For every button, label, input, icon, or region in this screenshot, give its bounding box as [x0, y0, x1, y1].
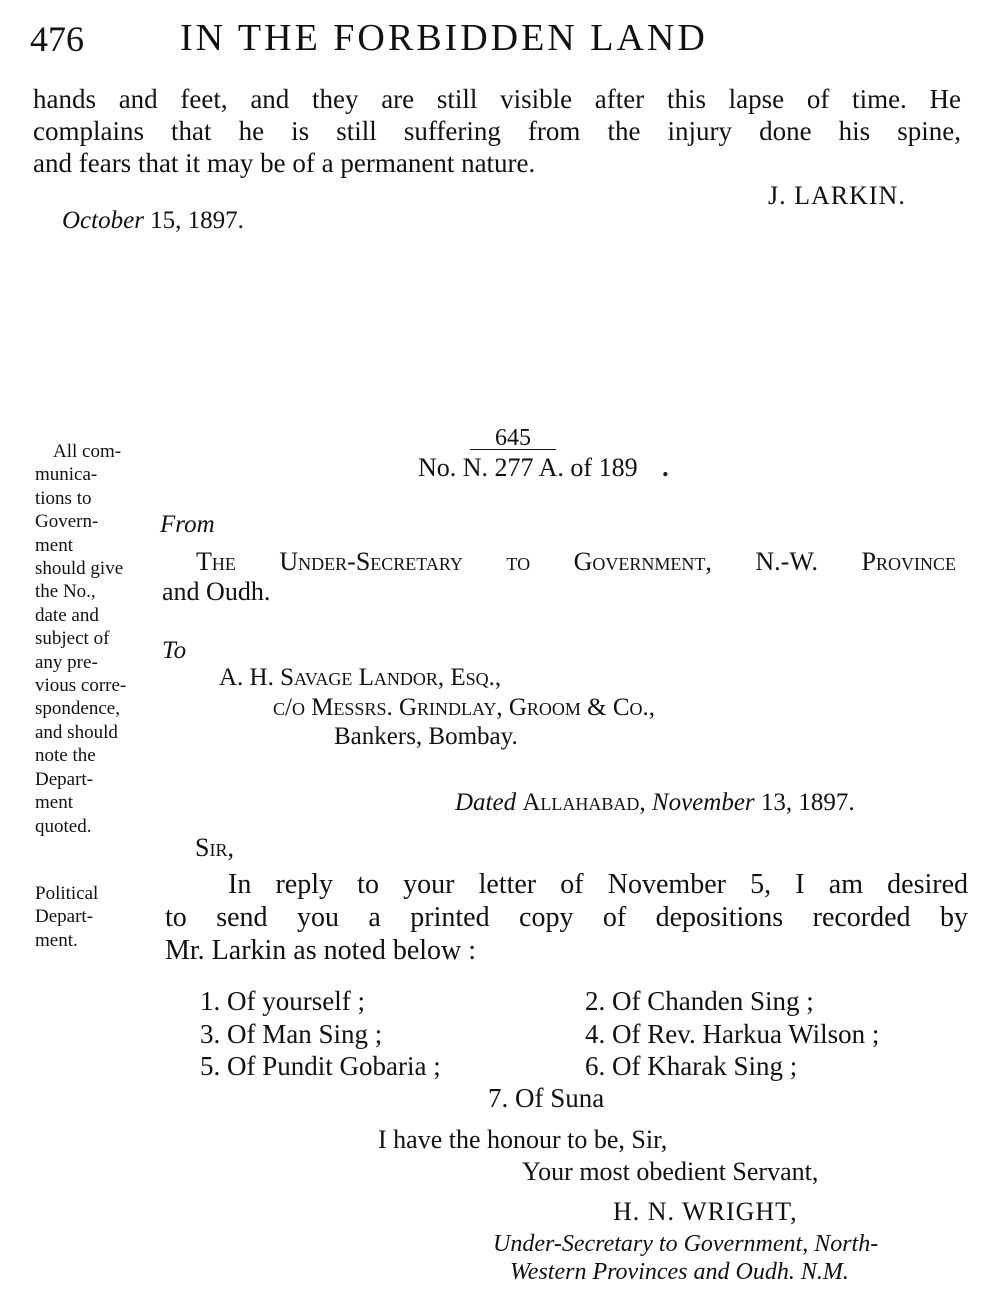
margin-note-line: All com- — [53, 441, 122, 462]
margin-note-line: ment — [35, 534, 73, 556]
letter-number-numerator: 645 — [470, 427, 556, 450]
to-line-1: A. H. Savage Landor, Esq., — [219, 664, 502, 691]
signer-title-line-2: Western Provinces and Oudh. N.M. — [510, 1259, 849, 1285]
larkin-signature: J. LARKIN. — [768, 181, 906, 210]
margin-note-line: should give — [35, 558, 124, 580]
larkin-date — [62, 207, 244, 235]
to-label: To — [162, 637, 187, 664]
letter-number — [418, 453, 669, 483]
letter-body-line-2: to send you a printed copy of depositions recorded by — [165, 902, 968, 933]
margin-note-line: tions to — [35, 487, 92, 509]
letter-number-dot: . — [662, 453, 669, 482]
margin-note-line: and should — [35, 721, 118, 743]
margin-note-line: spondence, — [35, 698, 120, 720]
dated-place: Allahabad, — [522, 789, 646, 816]
margin-note-line: note the — [35, 745, 96, 767]
to-line-3: Bankers, Bombay. — [334, 723, 518, 750]
margin-note-line: the No., — [35, 581, 96, 603]
running-title: IN THE FORBIDDEN LAND — [180, 17, 708, 59]
margin-note-line: ment. — [35, 929, 78, 951]
to-line-2: c/o Messrs. Grindlay, Groom & Co., — [273, 694, 656, 721]
margin-note-line: Depart- — [35, 906, 94, 928]
paragraph-line-2: complains that he is still suffering from the injury done his spine, — [33, 116, 961, 146]
paragraph-line-3: and fears that it may be of a permanent nature. — [33, 148, 536, 178]
deposition-item-7: 7. Of Suna — [488, 1083, 605, 1113]
dated-rest: 13, 1897. — [760, 789, 855, 816]
margin-note-line: subject of — [35, 628, 110, 650]
letter-number-suffix: A. of 189 — [538, 453, 638, 482]
margin-note-line: vious corre- — [35, 675, 127, 697]
margin-note-line: munica- — [35, 464, 98, 486]
letter-body-line-3: Mr. Larkin as noted below : — [165, 935, 477, 966]
salutation: Sir, — [195, 833, 234, 862]
margin-note-line: any pre- — [35, 651, 98, 673]
from-line-1: The Under-Secretary to Government, N.-W. Province — [196, 547, 956, 576]
dated-month: November — [651, 789, 755, 816]
closing-line-1: I have the honour to be, Sir, — [378, 1125, 668, 1154]
margin-note-line: Depart- — [35, 768, 94, 790]
margin-note-communications — [35, 440, 160, 838]
paragraph-line-1: hands and feet, and they are still visible after this lapse of time. He — [33, 84, 961, 114]
margin-note-department — [35, 882, 160, 952]
margin-note-line: ment — [35, 792, 73, 814]
dated-line — [455, 789, 855, 817]
closing-line-2: Your most obedient Servant, — [522, 1157, 819, 1186]
page-number: 476 — [30, 19, 84, 59]
from-line-2: and Oudh. — [162, 577, 271, 606]
margin-note-line: quoted. — [35, 815, 92, 837]
margin-note-line: Govern- — [35, 511, 99, 533]
date-month: October — [62, 207, 144, 234]
from-label: From — [160, 511, 215, 538]
margin-note-line: date and — [35, 604, 99, 626]
deposition-item-1: 1. Of yourself ; — [200, 986, 365, 1016]
deposition-item-2: 2. Of Chanden Sing ; — [585, 986, 814, 1016]
deposition-item-4: 4. Of Rev. Harkua Wilson ; — [585, 1019, 880, 1049]
date-rest: 15, 1897. — [150, 207, 244, 234]
signer-title-line-1: Under-Secretary to Government, North- — [493, 1231, 879, 1257]
margin-note-line: Political — [35, 883, 99, 904]
deposition-item-5: 5. Of Pundit Gobaria ; — [200, 1051, 441, 1081]
dated-label: Dated — [455, 789, 517, 816]
letter-body-line-1: In reply to your letter of November 5, I am desired — [228, 869, 968, 900]
deposition-item-3: 3. Of Man Sing ; — [200, 1019, 383, 1049]
deposition-item-6: 6. Of Kharak Sing ; — [585, 1051, 798, 1081]
signer-name: H. N. WRIGHT, — [613, 1197, 798, 1226]
letter-number-prefix: No. — [418, 453, 457, 482]
letter-number-denominator: N. 277 — [462, 453, 534, 482]
